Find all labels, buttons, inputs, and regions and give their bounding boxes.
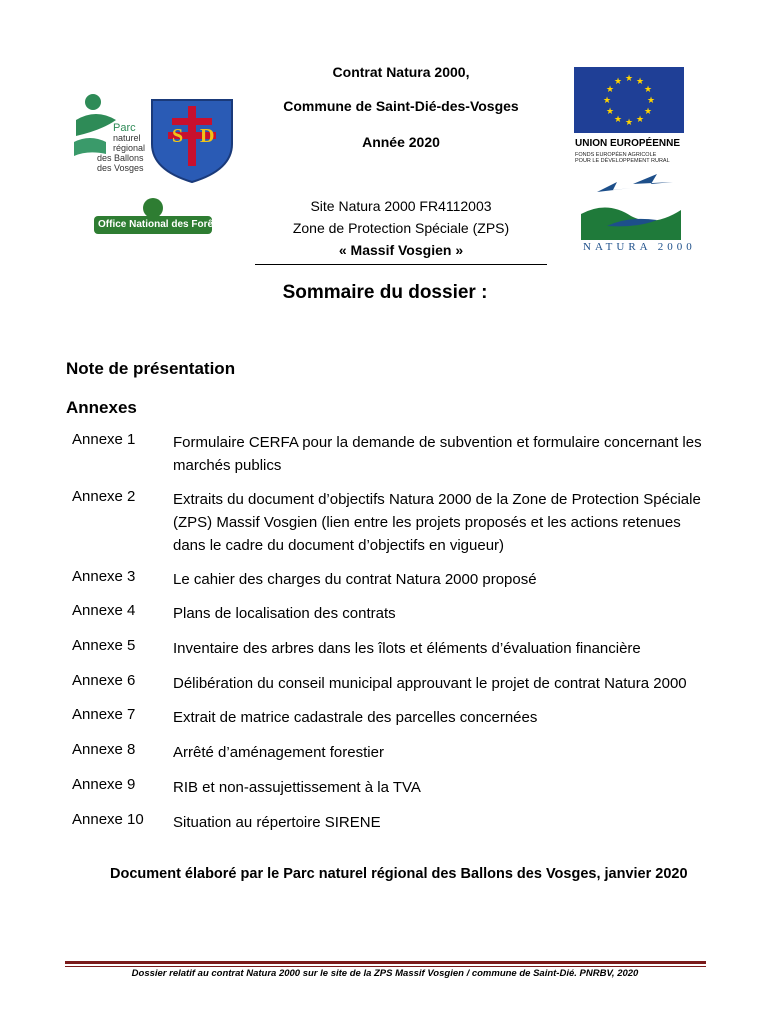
closing-statement: Document élaboré par le Parc naturel régional des Ballons des Vosges, janvier 2020 xyxy=(110,866,688,882)
annex-description: Extrait de matrice cadastrale des parcelles concernées xyxy=(173,709,538,726)
eu-logo-title: UNION EUROPÉENNE xyxy=(575,138,681,149)
annex-label: Annexe 8 xyxy=(72,741,136,758)
svg-text:S: S xyxy=(172,125,184,147)
svg-text:★: ★ xyxy=(643,85,653,95)
annex-label: Annexe 7 xyxy=(72,706,136,723)
header-title-line3: Année 2020 xyxy=(362,134,440,150)
saint-die-coat-of-arms xyxy=(150,98,234,184)
site-code: Site Natura 2000 FR4112003 xyxy=(310,198,492,214)
annex-description: Le cahier des charges du contrat Natura 2000 proposé xyxy=(173,571,537,588)
annex-description: Délibération du conseil municipal approuvant le projet de contrat Natura 2000 xyxy=(173,675,687,692)
page-title: Sommaire du dossier : xyxy=(282,282,488,303)
svg-text:★: ★ xyxy=(613,115,623,125)
svg-text:★: ★ xyxy=(605,85,615,95)
annex-label: Annexe 5 xyxy=(72,637,136,654)
annex-label: Annexe 4 xyxy=(72,602,136,619)
page-footer: Dossier relatif au contrat Natura 2000 sur le site de la ZPS Massif Vosgien / commune de Saint-Dié. PNRBV, 2020 xyxy=(131,968,639,979)
eu-logo-subtitle: FONDS EUROPÉEN AGRICOLE POUR LE DÉVELOPPEMENT RURAL xyxy=(575,152,670,164)
annex-label: Annexe 9 xyxy=(72,776,136,793)
svg-text:★: ★ xyxy=(624,74,634,84)
svg-text:★: ★ xyxy=(602,96,612,106)
annex-label: Annexe 1 xyxy=(72,431,136,448)
annex-description: Inventaire des arbres dans les îlots et éléments d’évaluation financière xyxy=(173,640,641,657)
header-divider xyxy=(255,264,547,265)
massif-label: « Massif Vosgien » xyxy=(338,242,464,258)
onf-logo-text: Office National des Forêts xyxy=(98,219,222,230)
annex-label: Annexe 2 xyxy=(72,488,136,505)
section-note-presentation: Note de présentation xyxy=(66,359,236,378)
pnr-logo-text-2: des Ballons des Vosges xyxy=(97,153,144,173)
eu-flag xyxy=(574,67,684,133)
svg-text:★: ★ xyxy=(643,107,653,117)
header-title-line2: Commune de Saint-Dié-des-Vosges xyxy=(283,98,519,114)
annex-description: Arrêté d’aménagement forestier xyxy=(173,744,384,761)
annex-description: Formulaire CERFA pour la demande de subvention et formulaire concernant les marchés publics xyxy=(173,434,702,474)
annex-description: Plans de localisation des contrats xyxy=(173,605,396,622)
onf-logo xyxy=(94,196,212,238)
footer-divider xyxy=(65,961,706,964)
svg-text:★: ★ xyxy=(624,118,634,128)
annex-description: Situation au répertoire SIRENE xyxy=(173,814,381,831)
svg-text:★: ★ xyxy=(635,77,645,87)
natura-2000-logo xyxy=(577,170,685,240)
svg-text:D: D xyxy=(200,125,215,147)
svg-text:★: ★ xyxy=(613,77,623,87)
annex-label: Annexe 6 xyxy=(72,672,136,689)
footer-divider-thin xyxy=(65,966,706,967)
header-title-line1: Contrat Natura 2000, xyxy=(332,64,470,80)
section-annexes: Annexes xyxy=(66,398,137,417)
annex-description: RIB et non-assujettissement à la TVA xyxy=(173,779,421,796)
natura-2000-text: NATURA 2000 xyxy=(583,241,696,253)
svg-text:★: ★ xyxy=(646,96,656,106)
zone-label: Zone de Protection Spéciale (ZPS) xyxy=(292,220,510,236)
svg-text:★: ★ xyxy=(605,107,615,117)
svg-text:★: ★ xyxy=(635,115,645,125)
pnr-logo-text: Parc naturel régional xyxy=(113,122,146,153)
annex-label: Annexe 3 xyxy=(72,568,136,585)
annex-label: Annexe 10 xyxy=(72,811,144,828)
annex-description: Extraits du document d’objectifs Natura 2000 de la Zone de Protection Spéciale (ZPS) Massif Vosgien (lien entre les projets proposés et les actions retenues dans le cadre du document d’objectifs en vigueur) xyxy=(173,491,701,554)
